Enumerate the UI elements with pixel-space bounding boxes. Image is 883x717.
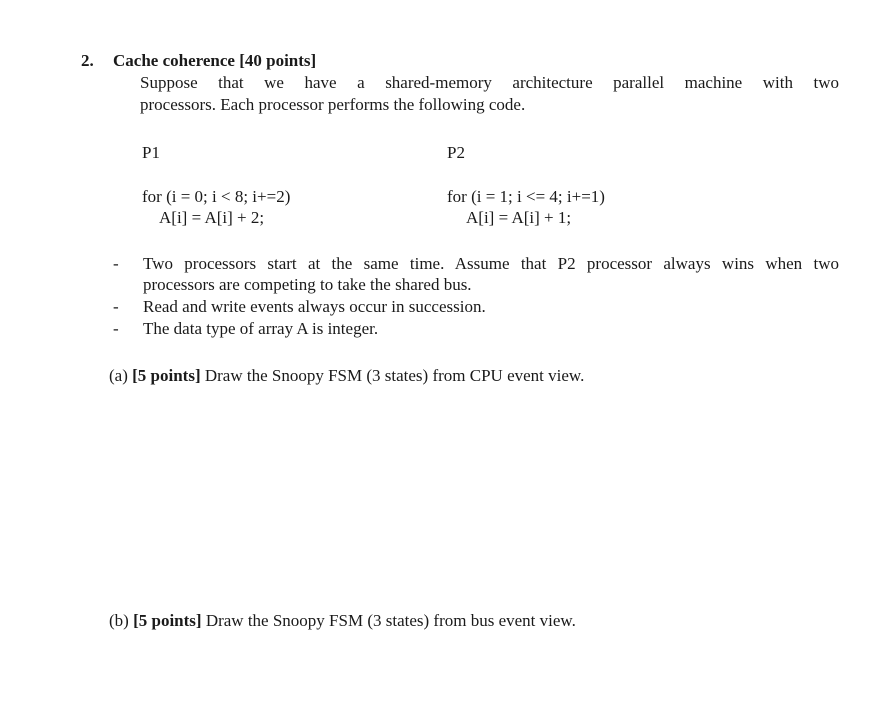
bullet-1: -	[113, 254, 119, 273]
assumption-2: Read and write events always occur in succession.	[143, 297, 486, 316]
p2-code-line-1: for (i = 1; i <= 4; i+=1)	[447, 187, 605, 206]
p1-code-line-2: A[i] = A[i] + 2;	[159, 208, 265, 227]
part-b-label: (b)	[109, 611, 129, 630]
question-title: Cache coherence [40 points]	[113, 51, 317, 70]
bullet-3: -	[113, 319, 119, 338]
p1-label: P1	[142, 143, 160, 162]
bullet-2: -	[113, 297, 119, 316]
part-b-text: Draw the Snoopy FSM (3 states) from bus event view.	[205, 611, 576, 630]
intro-line-2: processors. Each processor performs the following code.	[140, 95, 526, 114]
part-a-text: Draw the Snoopy FSM (3 states) from CPU event view.	[204, 366, 585, 385]
part-a	[109, 366, 584, 386]
part-a-label: (a)	[109, 366, 128, 385]
part-b-points: [5 points]	[133, 611, 202, 630]
part-a-points: [5 points]	[132, 366, 201, 385]
assumption-1-line-1: Two processors start at the same time. Assume that P2 processor always wins when two	[143, 254, 839, 273]
part-b	[109, 611, 576, 631]
p2-label: P2	[447, 143, 465, 162]
assumption-3: The data type of array A is integer.	[143, 319, 379, 338]
question-number: 2.	[81, 51, 94, 70]
p1-code-line-1: for (i = 0; i < 8; i+=2)	[142, 187, 291, 206]
p2-code-line-2: A[i] = A[i] + 1;	[466, 208, 572, 227]
assumption-1-line-2: processors are competing to take the shared bus.	[143, 275, 472, 294]
intro-line-1: Suppose that we have a shared-memory architecture parallel machine with two	[140, 73, 839, 92]
